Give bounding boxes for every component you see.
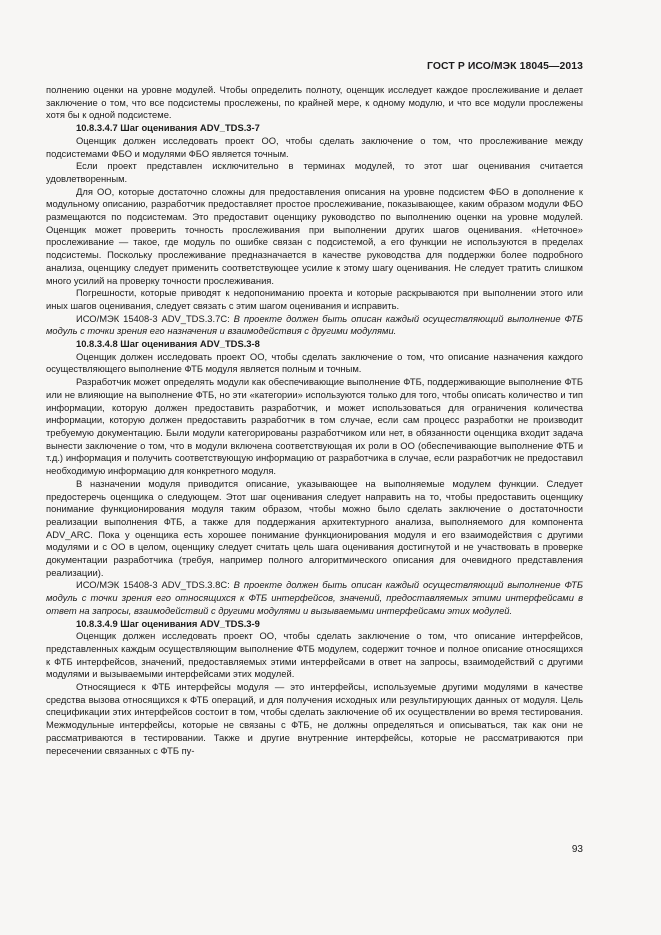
body-paragraph: Оценщик должен исследовать проект ОО, чтобы сделать заключение о том, что описание назначения каждого осуществляющего выполнение ФТБ модуля является полным и точным. xyxy=(46,350,583,375)
body-paragraph: Погрешности, которые приводят к недопониманию проекта и которые раскрываются при выполнении этого или иных шагов оценивания, следует связать с этим шагом оценивания и исправить. xyxy=(46,287,583,311)
section-heading: 10.8.3.4.9 Шаг оценивания ADV_TDS.3-9 xyxy=(76,617,260,629)
standard-header: ГОСТ Р ИСО/МЭК 18045—2013 xyxy=(427,61,583,72)
reference-id: ИСО/МЭК 15408-3 ADV_TDS.3.8C: xyxy=(76,579,234,591)
body-paragraph: Если проект представлен исключительно в терминах модулей, то этот шаг оценивания считается удовлетворенным. xyxy=(46,160,583,184)
reference-text: В проекте должен быть описан каждый осуществляющий выполнение ФТБ модуль с точки зрения его относящихся к ФТБ интерфейсов, значений, предоставляемых этими интерфейсами в ответ на запросы, взаимодействий с другими модулями и вызываемыми интерфейсами этих модулей. xyxy=(46,579,584,616)
reference-id: ИСО/МЭК 15408-3 ADV_TDS.3.7C: xyxy=(76,312,234,324)
document-body xyxy=(46,84,583,757)
body-paragraph: Разработчик может определять модули как обеспечивающие выполнение ФТБ, поддерживающие выполнение ФТБ или не влияющие на выполнение ФТБ, но эти «категории» используются только для того, чтобы описать количество и тип информации, которую должен предоставить разработчик, и может использоваться для ограничения количества информации, которую должен предоставить разработчик в том случае, если сам процесс разработки не производит требуемую документацию. Были модули категорированы разработчиком или нет, в обязанности оценщика входит задача вынести заключение о том, что в модули включена соответствующая их роли в ОО (обеспечивающие выполнение ФТБ и т.д.) информация и получить соответствующую информацию от разработчика в случае, если разработчик не предоставил необходимую информацию для конкретного модуля. xyxy=(46,376,583,477)
body-paragraph: В назначении модуля приводится описание, указывающее на выполняемые модулем функции. Следует предостеречь оценщика о следующем. Этот шаг оценивания следует направить на то, чтобы предоставить оценщику понимание функционирования модуля таким образом, чтобы можно было сделать заключение о достаточности реализации выполнения ФТБ, а также для поддержания архитектурного анализа, выполняемого для компонента ADV_ARC. Пока у оценщика есть хорошее понимание функционирования модуля и его взаимодействия с другими модулями и с ОО в целом, оценщику следует считать цель шага оценивания достигнутой и не участвовать в проверке документации разработчика (требуя, например полного алгоритмического описания для очевидного представления реализации). xyxy=(46,477,583,578)
requirement-reference xyxy=(46,313,583,338)
section-heading: 10.8.3.4.8 Шаг оценивания ADV_TDS.3-8 xyxy=(76,338,260,350)
body-paragraph: Для ОО, которые достаточно сложны для предоставления описания на уровне подсистем ФБО в дополнение к модульному описанию, разработчик предоставляет простое прослеживание, показывающее, каким образом модули ФБО размещаются по подсистемам. Это предоставит оценщику руководство по выполнению оценки на уровне модулей. Оценщик может проверить точность прослеживания при выполнении других шагов оценивания. «Неточное» прослеживание — такое, где модуль по ошибке связан с подсистемой, а его функции не используются в пределах подсистемы. Поскольку прослеживание предназначается в качестве руководства для поддержки более подробного анализа, оценщику следует применить соответствующее усилие к этому шагу оценивания. Не следует тратить слишком много усилий на проверку точности прослеживания. xyxy=(46,185,583,286)
body-paragraph: Оценщик должен исследовать проект ОО, чтобы сделать заключение о том, что описание интерфейсов, представленных каждым осуществляющим выполнение ФТБ модулем, содержит точное и полное описание относящихся к ФТБ интерфейсов, значений, предоставляемых этими интерфейсами в ответ на запросы, взаимодействий с другими модулями и вызываемыми интерфейсами этих модулей. xyxy=(46,630,583,680)
body-paragraph: Оценщик должен исследовать проект ОО, чтобы сделать заключение о том, что прослеживание между подсистемами ФБО и модулями ФБО является точным. xyxy=(46,134,583,159)
section-heading: 10.8.3.4.7 Шаг оценивания ADV_TDS.3-7 xyxy=(76,122,260,134)
page-number: 93 xyxy=(571,844,583,855)
requirement-reference xyxy=(46,579,583,617)
body-paragraph: полнению оценки на уровне модулей. Чтобы определить полноту, оценщик исследует каждое прослеживание и делает заключение о том, что все подсистемы прослежены, по крайней мере, к одному модулю, и что все модули прослежены хотя бы к одной подсистеме. xyxy=(46,84,583,121)
reference-text: В проекте должен быть описан каждый осуществляющий выполнение ФТБ модуль с точки зрения его назначения и взаимодействия с другими модулями. xyxy=(46,312,584,337)
body-paragraph: Относящиеся к ФТБ интерфейсы модуля — это интерфейсы, используемые другими модулями в качестве средства вызова относящихся к ФТБ операций, и для получения исходных или результирующих данных от модуля. Цель спецификации этих интерфейсов состоит в том, чтобы сделать заключение об их осуществлении во время тестирования. Межмодульные интерфейсы, которые не связаны с ФТБ, не должны определяться и описываться, так как они не рассматриваются в тестировании. Также и другие внутренние интерфейсы, которые не рассматриваются при пересечении связанных с ФТБ пу- xyxy=(46,681,583,756)
